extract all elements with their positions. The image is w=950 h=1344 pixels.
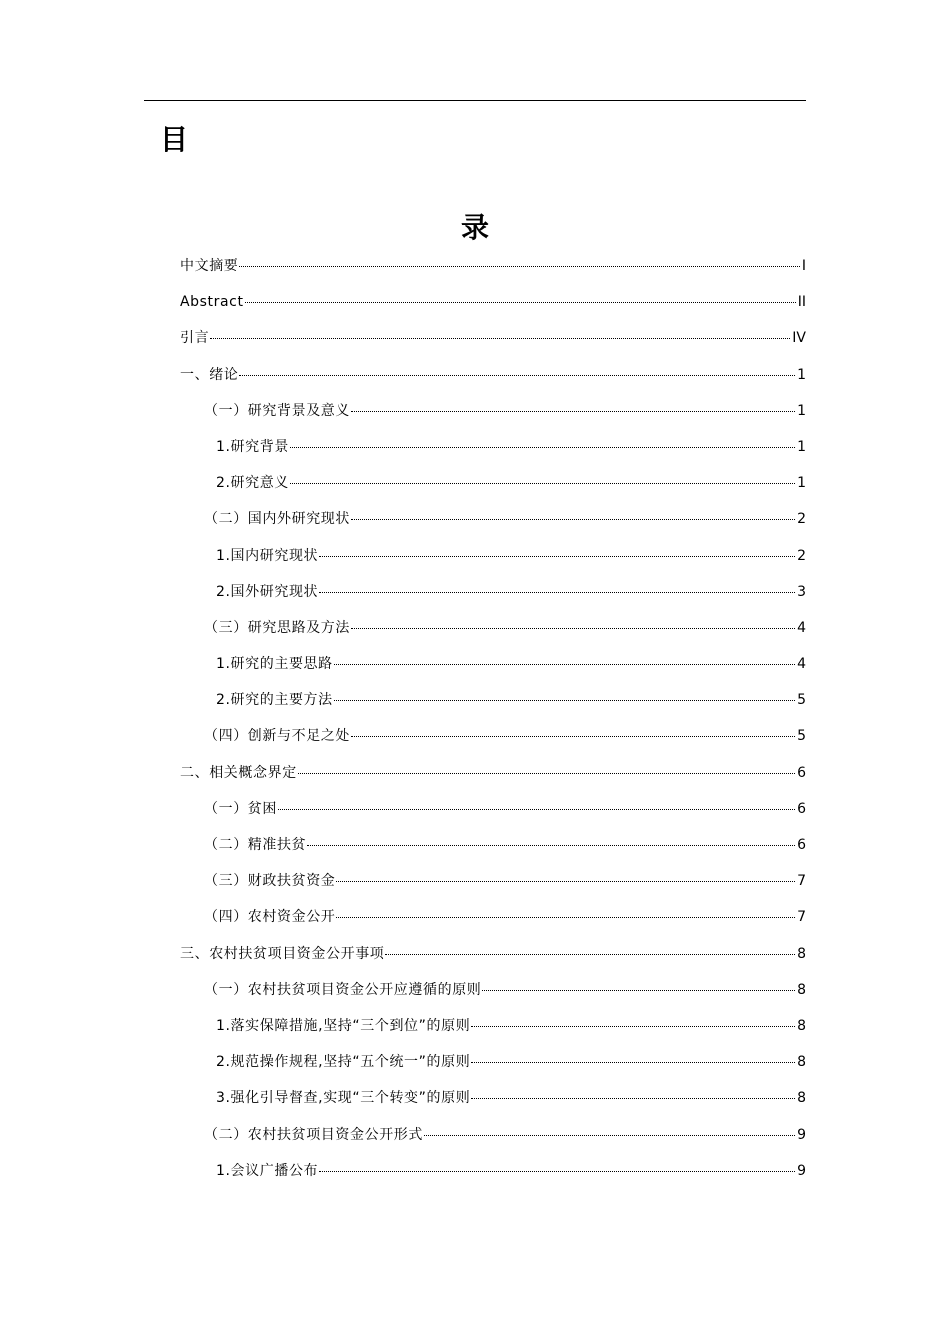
toc-entry-title: 三、农村扶贫项目资金公开事项 (180, 945, 385, 962)
toc-entry-page-number: 8 (797, 1017, 806, 1034)
toc-entry[interactable] (180, 501, 806, 537)
toc-entry-title: （一）贫困 (204, 800, 277, 817)
toc-dot-leader (334, 700, 795, 701)
toc-entry-title: 1.落实保障措施,坚持“三个到位”的原则 (216, 1017, 471, 1034)
toc-entry[interactable] (180, 972, 806, 1008)
toc-entry-title: 1.国内研究现状 (216, 547, 319, 564)
toc-dot-leader (424, 1135, 795, 1136)
toc-entry-page-number: 9 (797, 1162, 806, 1179)
toc-entry-title: （四）农村资金公开 (204, 909, 336, 926)
toc-entry-page-number: 3 (797, 583, 806, 600)
header-rule (144, 100, 806, 101)
toc-entry[interactable] (180, 574, 806, 610)
toc-entry-page-number: 8 (797, 945, 806, 962)
toc-entry-page-number: 1 (797, 402, 806, 419)
toc-entry-title: 一、绪论 (180, 366, 239, 383)
toc-entry[interactable] (180, 863, 806, 899)
toc-entry-title: 2.研究意义 (216, 475, 289, 492)
toc-dot-leader (351, 411, 795, 412)
toc-entry[interactable] (180, 357, 806, 393)
toc-entry[interactable] (180, 827, 806, 863)
toc-dot-leader (298, 773, 795, 774)
toc-entry[interactable] (180, 682, 806, 718)
toc-entry-page-number: 5 (797, 692, 806, 709)
toc-entry-title: 中文摘要 (180, 258, 239, 274)
toc-entry[interactable] (180, 1153, 806, 1189)
toc-entry-page-number: IV (792, 330, 806, 347)
toc-heading-part-2: 录 (460, 211, 489, 244)
toc-entry-page-number: 7 (797, 909, 806, 926)
toc-entry-page-number: 9 (797, 1126, 806, 1143)
toc-entry-page-number: 8 (797, 1054, 806, 1071)
toc-entry-title: 1.研究的主要思路 (216, 656, 333, 673)
toc-entry-title: Abstract (180, 294, 244, 311)
toc-entry[interactable] (180, 755, 806, 791)
toc-dot-leader (239, 266, 799, 267)
toc-entry[interactable] (180, 1044, 806, 1080)
toc-dot-leader (245, 302, 796, 303)
toc-dot-leader (210, 338, 790, 339)
toc-entry-title: 2.规范操作规程,坚持“五个统一”的原则 (216, 1054, 471, 1071)
toc-entry-title: 3.强化引导督查,实现“三个转变”的原则 (216, 1090, 471, 1107)
toc-dot-leader (290, 483, 795, 484)
toc-entry-page-number: 2 (797, 511, 806, 528)
toc-entry-page-number: 6 (797, 764, 806, 781)
toc-entry-title: （三）研究思路及方法 (204, 619, 350, 636)
toc-entry-title: 2.国外研究现状 (216, 583, 319, 600)
toc-entry-page-number: 1 (797, 366, 806, 383)
toc-entry[interactable] (180, 718, 806, 754)
toc-entry-page-number: 8 (797, 981, 806, 998)
toc-entry-title: （一）农村扶贫项目资金公开应遵循的原则 (204, 981, 482, 998)
toc-dot-leader (351, 736, 795, 737)
toc-entry-page-number: 1 (797, 438, 806, 455)
toc-entry[interactable] (180, 429, 806, 465)
toc-entry[interactable] (180, 1008, 806, 1044)
toc-entry-page-number: 6 (797, 837, 806, 853)
toc-entry-title: （二）国内外研究现状 (204, 511, 350, 528)
toc-entry-page-number: 5 (797, 728, 806, 745)
toc-dot-leader (471, 1062, 795, 1063)
toc-entry[interactable] (180, 899, 806, 935)
toc-entry-page-number: II (797, 294, 806, 311)
toc-entry-page-number: 7 (797, 873, 806, 890)
toc-entry[interactable] (180, 1080, 806, 1116)
toc-entry-title: 1.会议广播公布 (216, 1162, 319, 1179)
toc-dot-leader (334, 664, 795, 665)
toc-entry[interactable] (180, 284, 806, 320)
toc-entry-page-number: 6 (797, 800, 806, 817)
toc-entry-page-number: I (801, 258, 806, 274)
toc-entry-page-number: 2 (797, 547, 806, 564)
toc-entry-title: 2.研究的主要方法 (216, 692, 333, 709)
toc-dot-leader (307, 845, 795, 846)
toc-dot-leader (319, 1171, 795, 1172)
toc-entry[interactable] (180, 1117, 806, 1153)
toc-dot-leader (278, 809, 795, 810)
toc-entry[interactable] (180, 538, 806, 574)
toc-heading-part-1: 目 (160, 123, 189, 156)
toc-dot-leader (336, 881, 795, 882)
table-of-contents (180, 248, 806, 1189)
toc-entry[interactable] (180, 320, 806, 356)
toc-dot-leader (351, 519, 795, 520)
toc-dot-leader (385, 954, 795, 955)
toc-dot-leader (471, 1098, 795, 1099)
toc-entry-title: 1.研究背景 (216, 438, 289, 455)
toc-entry-title: 二、相关概念界定 (180, 764, 297, 781)
toc-entry[interactable] (180, 393, 806, 429)
toc-dot-leader (319, 556, 795, 557)
toc-entry[interactable] (180, 465, 806, 501)
toc-entry-page-number: 4 (797, 619, 806, 636)
toc-entry-page-number: 8 (797, 1090, 806, 1107)
toc-entry[interactable] (180, 936, 806, 972)
toc-entry-page-number: 1 (797, 475, 806, 492)
toc-dot-leader (239, 375, 795, 376)
toc-entry[interactable] (180, 791, 806, 827)
toc-entry[interactable] (180, 646, 806, 682)
toc-entry-title: （三）财政扶贫资金 (204, 873, 336, 890)
toc-entry-title: （一）研究背景及意义 (204, 402, 350, 419)
toc-dot-leader (471, 1026, 795, 1027)
toc-dot-leader (290, 447, 795, 448)
toc-dot-leader (336, 917, 795, 918)
toc-dot-leader (351, 628, 795, 629)
toc-entry-title: （四）创新与不足之处 (204, 728, 350, 745)
toc-entry-title: （二）农村扶贫项目资金公开形式 (204, 1126, 423, 1143)
toc-entry-title: 引言 (180, 330, 210, 347)
toc-entry-title: （二）精准扶贫 (204, 837, 307, 853)
toc-entry[interactable] (180, 248, 806, 284)
toc-entry[interactable] (180, 610, 806, 646)
toc-dot-leader (482, 990, 795, 991)
toc-entry-page-number: 4 (797, 656, 806, 673)
toc-dot-leader (319, 592, 795, 593)
